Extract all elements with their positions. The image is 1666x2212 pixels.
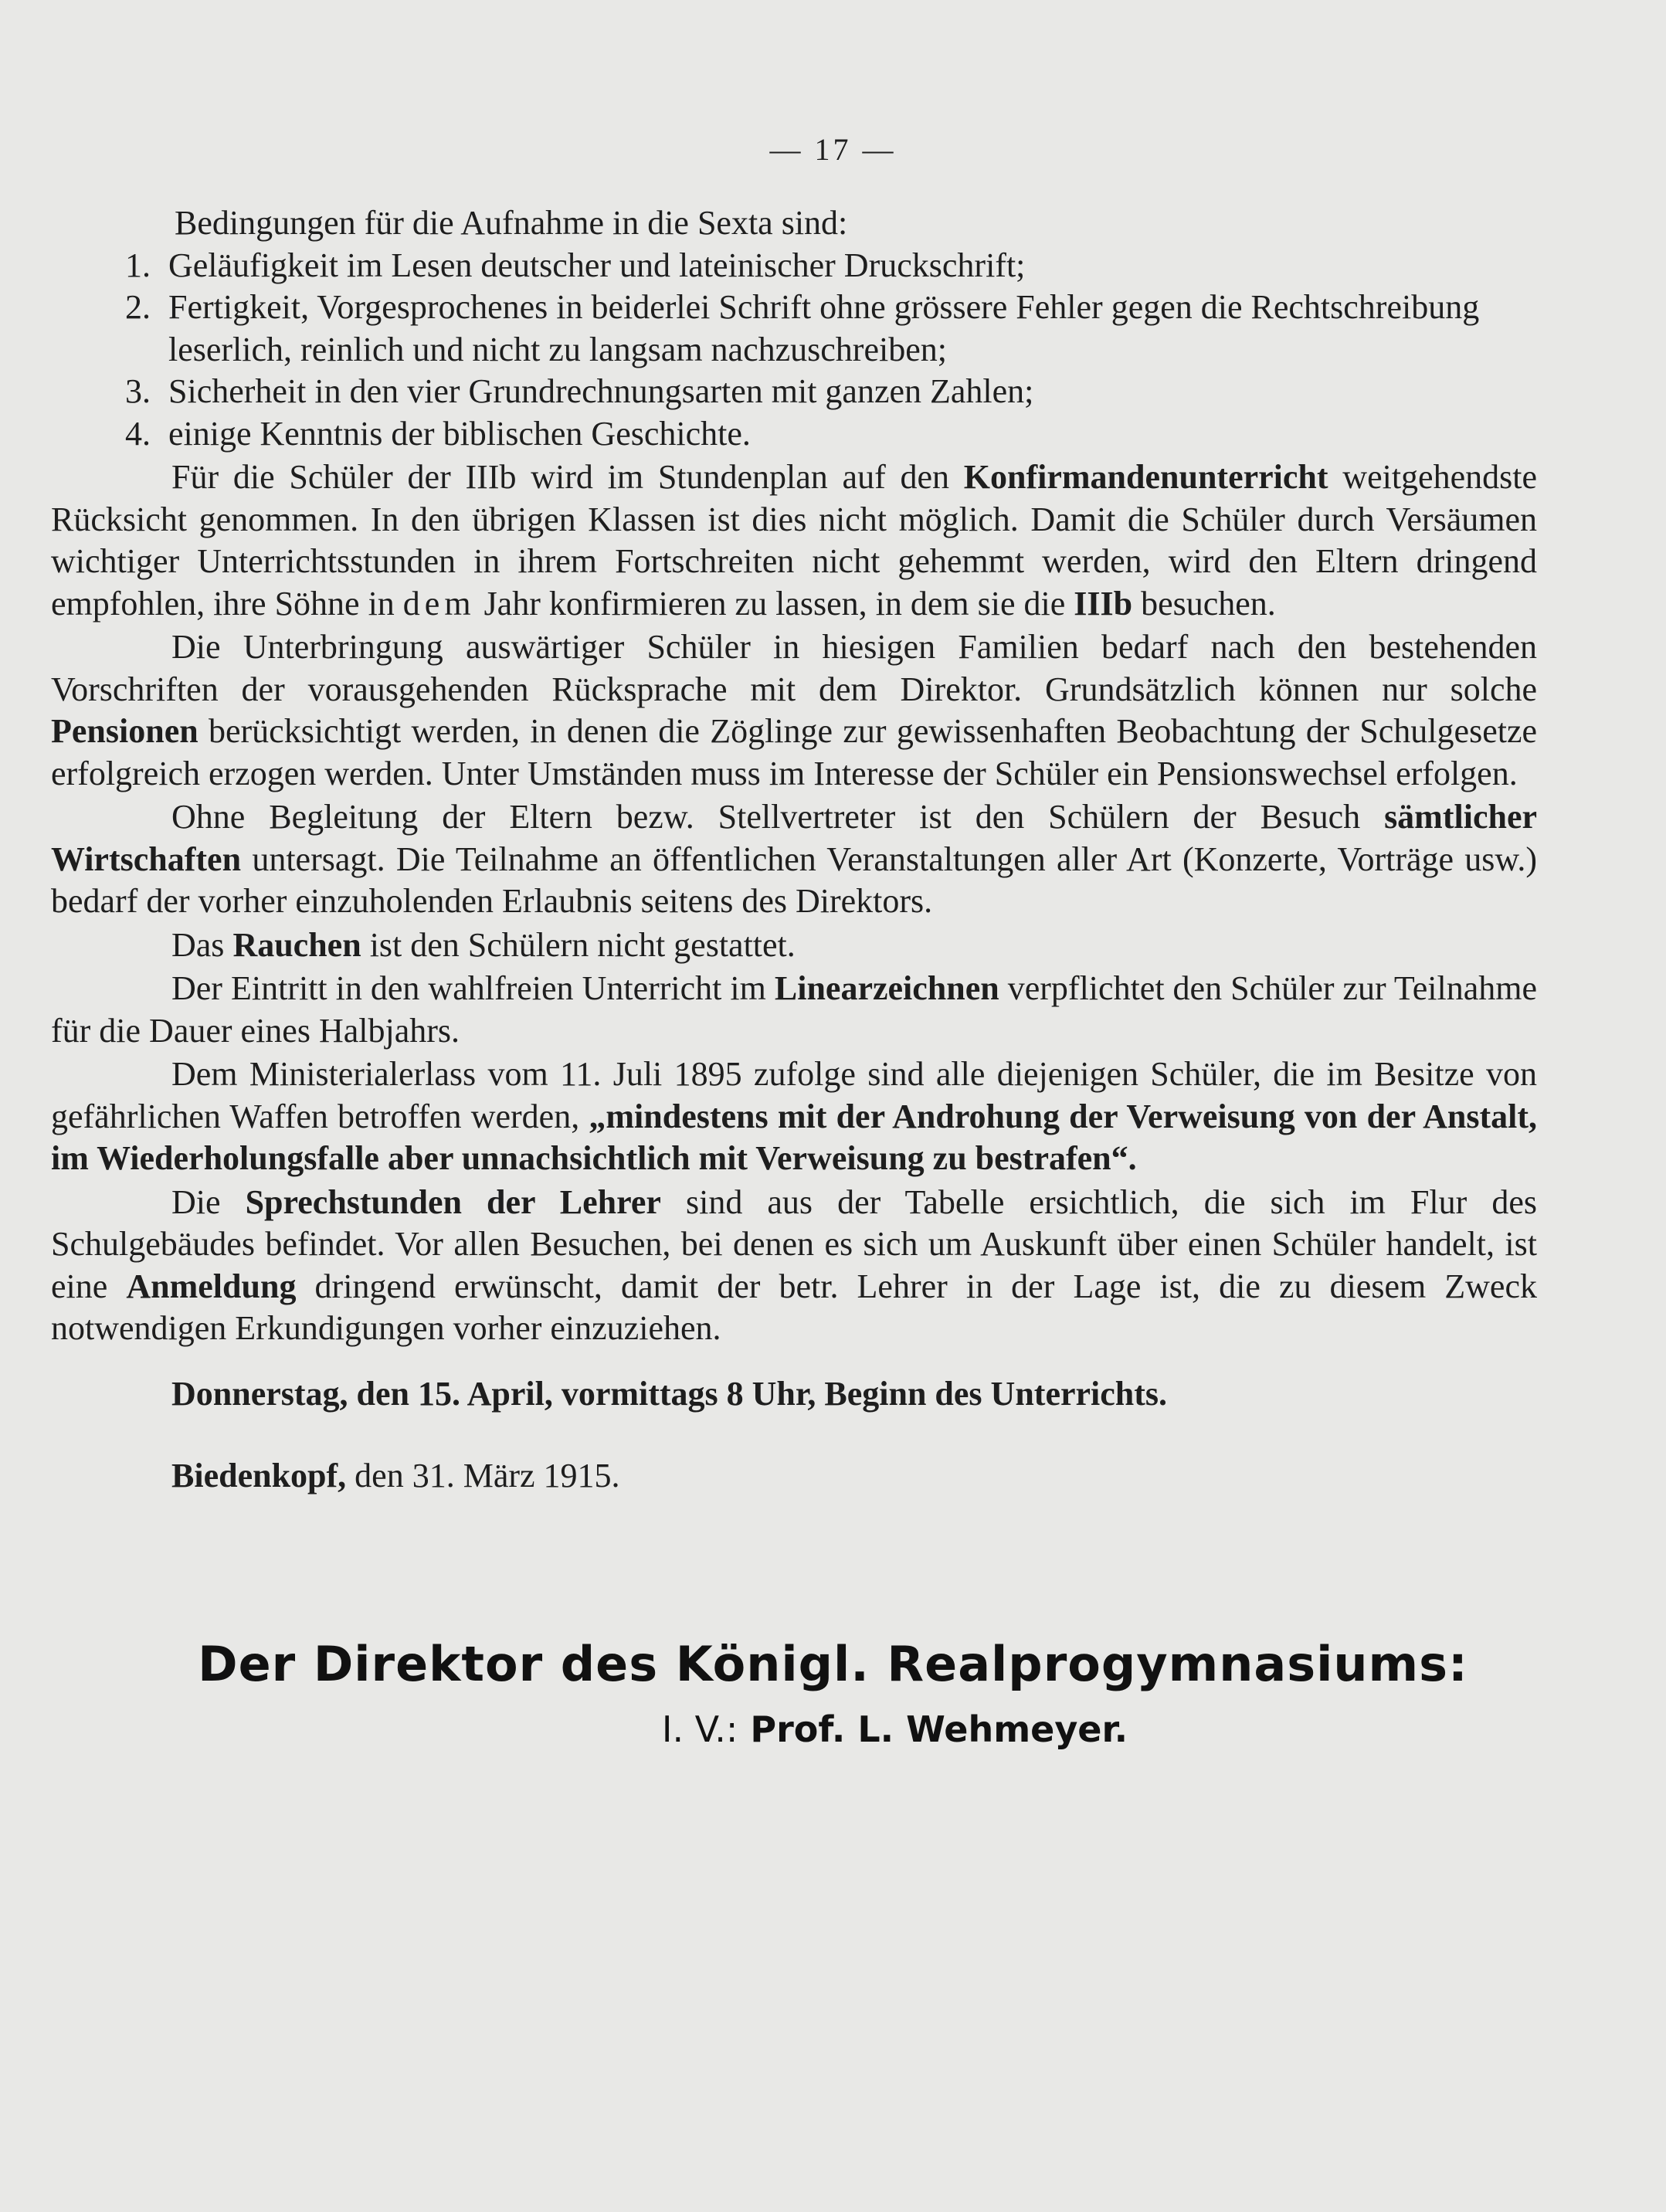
weapons-paragraph bbox=[51, 1053, 1537, 1180]
emphasis-smoking: Rauchen bbox=[232, 925, 361, 964]
list-item-number: 2. bbox=[125, 288, 151, 326]
text-run: berücksichtigt werden, in denen die Zöglinge zur gewissenhaften Beobachtung der Schulgesetze erfolgreich erzogen werden. Unter Umständen muss im Interesse der Schüler ein Pensionswechsel erfolgen. bbox=[51, 712, 1537, 792]
text-run: ist den Schülern nicht gestattet. bbox=[361, 925, 796, 964]
taverns-paragraph bbox=[51, 796, 1537, 923]
list-item bbox=[51, 245, 1537, 287]
office-hours-paragraph bbox=[51, 1182, 1537, 1350]
emphasis-taverns: sämtlicher Wirtschaften bbox=[51, 798, 1537, 878]
signature-deputy-prefix: I. V.: bbox=[661, 1708, 738, 1750]
emphasis-drawing: Linearzeichnen bbox=[774, 969, 999, 1007]
text-run: Ohne Begleitung der Eltern bezw. Stellvertreter ist den Schülern der Besuch bbox=[171, 798, 1385, 836]
text-run: untersagt. Die Teilnahme an öffentlichen Veranstaltungen aller Art (Konzerte, Vorträge usw.) bedarf der vorher einzuholenden Erlaubnis seitens des Direktors. bbox=[51, 840, 1537, 920]
emphasis-office-hours: Sprechstunden der Lehrer bbox=[245, 1182, 661, 1221]
text-run: Die bbox=[171, 1182, 246, 1221]
list-item-text: Fertigkeit, Vorgesprochenes in beiderlei Schrift ohne grössere Fehler gegen die Rechtschreibung leserlich, reinlich und nicht zu langsam nachzuschreiben; bbox=[168, 288, 1480, 368]
admission-intro: Bedingungen für die Aufnahme in die Sexta sind: bbox=[175, 204, 848, 242]
list-item bbox=[51, 413, 1537, 456]
smoking-paragraph bbox=[51, 924, 1537, 967]
emphasis-grade: IIIb bbox=[1074, 584, 1133, 623]
list-item-number: 4. bbox=[125, 414, 151, 453]
signature-title: Der Direktor des Königl. Realprogymnasiums: bbox=[198, 1636, 1468, 1692]
dateline bbox=[51, 1455, 1537, 1498]
text-run: verpflichtet den Schüler zur Teilnahme für die Dauer eines Halbjahrs. bbox=[51, 969, 1537, 1050]
emphasis-weapons-quote: „mindestens mit der Androhung der Verweisung von der Anstalt, im Wiederholungsfalle aber unnachsichtlich mit Verweisung zu bestrafen“. bbox=[51, 1097, 1537, 1177]
list-item-text: einige Kenntnis der biblischen Geschichte. bbox=[168, 414, 751, 453]
drawing-paragraph bbox=[51, 968, 1537, 1052]
list-item bbox=[51, 287, 1537, 371]
signature-deputy bbox=[0, 1708, 1666, 1750]
list-item-number: 3. bbox=[125, 372, 151, 410]
dateline-date: den 31. März 1915. bbox=[346, 1457, 620, 1494]
page-number: — 17 — bbox=[769, 132, 897, 167]
confirmation-paragraph bbox=[51, 456, 1537, 625]
list-item-number: 1. bbox=[125, 246, 151, 284]
text-run: Das bbox=[171, 925, 233, 964]
list-item-text: Geläufigkeit im Lesen deutscher und lateinischer Druckschrift; bbox=[168, 246, 1026, 284]
emphasis-confirmation-class: Konfirmandenunterricht bbox=[963, 458, 1328, 496]
text-run: dringend erwünscht, damit der betr. Lehrer in der Lage ist, die zu diesem Zweck notwendigen Erkundigungen vorher einzuziehen. bbox=[51, 1267, 1537, 1347]
text-run: sind aus der Tabelle ersichtlich, die sich im Flur des Schulgebäudes befindet. Vor allen Besuchen, bei denen es sich um Auskunft über einen Schüler handelt, ist eine bbox=[51, 1182, 1537, 1305]
admission-conditions-list bbox=[51, 245, 1537, 456]
list-item bbox=[51, 371, 1537, 413]
text-run: Für die Schüler der IIIb wird im Stundenplan auf den bbox=[171, 458, 964, 496]
emphasis-registration: Anmeldung bbox=[126, 1267, 297, 1305]
text-run: weitgehendste Rücksicht genommen. In den übrigen Klassen ist dies nicht möglich. Damit die Schüler durch Versäumen wichtiger Unterrichtsstunden in ihrem Fortschreiten nicht gehemmt werden, wird den Eltern dringend empfohlen, ihre Söhne in bbox=[51, 458, 1537, 623]
dateline-place: Biedenkopf, bbox=[171, 1457, 347, 1494]
text-run: Jahr konfirmieren zu lassen, in dem sie die bbox=[475, 584, 1074, 623]
school-start-notice: Donnerstag, den 15. April, vormittags 8 Uhr, Beginn des Unterrichts. bbox=[171, 1374, 1168, 1413]
list-item-text: Sicherheit in den vier Grundrechnungsarten mit ganzen Zahlen; bbox=[168, 372, 1034, 410]
text-run: Die Unterbringung auswärtiger Schüler in hiesigen Familien bedarf nach den bestehenden Vorschriften der vorausgehenden Rücksprache mit dem Direktor. Grundsätzlich können nur solche bbox=[51, 628, 1537, 708]
text-run: besuchen. bbox=[1132, 584, 1276, 623]
boarding-paragraph bbox=[51, 626, 1537, 795]
emphasis-boarding: Pensionen bbox=[51, 712, 198, 750]
text-run: Dem Ministerialerlass vom 11. Juli 1895 zufolge sind alle diejenigen Schüler, die im Besitze von gefährlichen Waffen betroffen werden, bbox=[51, 1055, 1537, 1135]
signature-name: Prof. L. Wehmeyer. bbox=[750, 1708, 1128, 1750]
text-run: Der Eintritt in den wahlfreien Unterricht im bbox=[171, 969, 775, 1007]
body-text bbox=[51, 202, 1537, 1498]
spaced-emphasis: dem bbox=[402, 584, 476, 623]
